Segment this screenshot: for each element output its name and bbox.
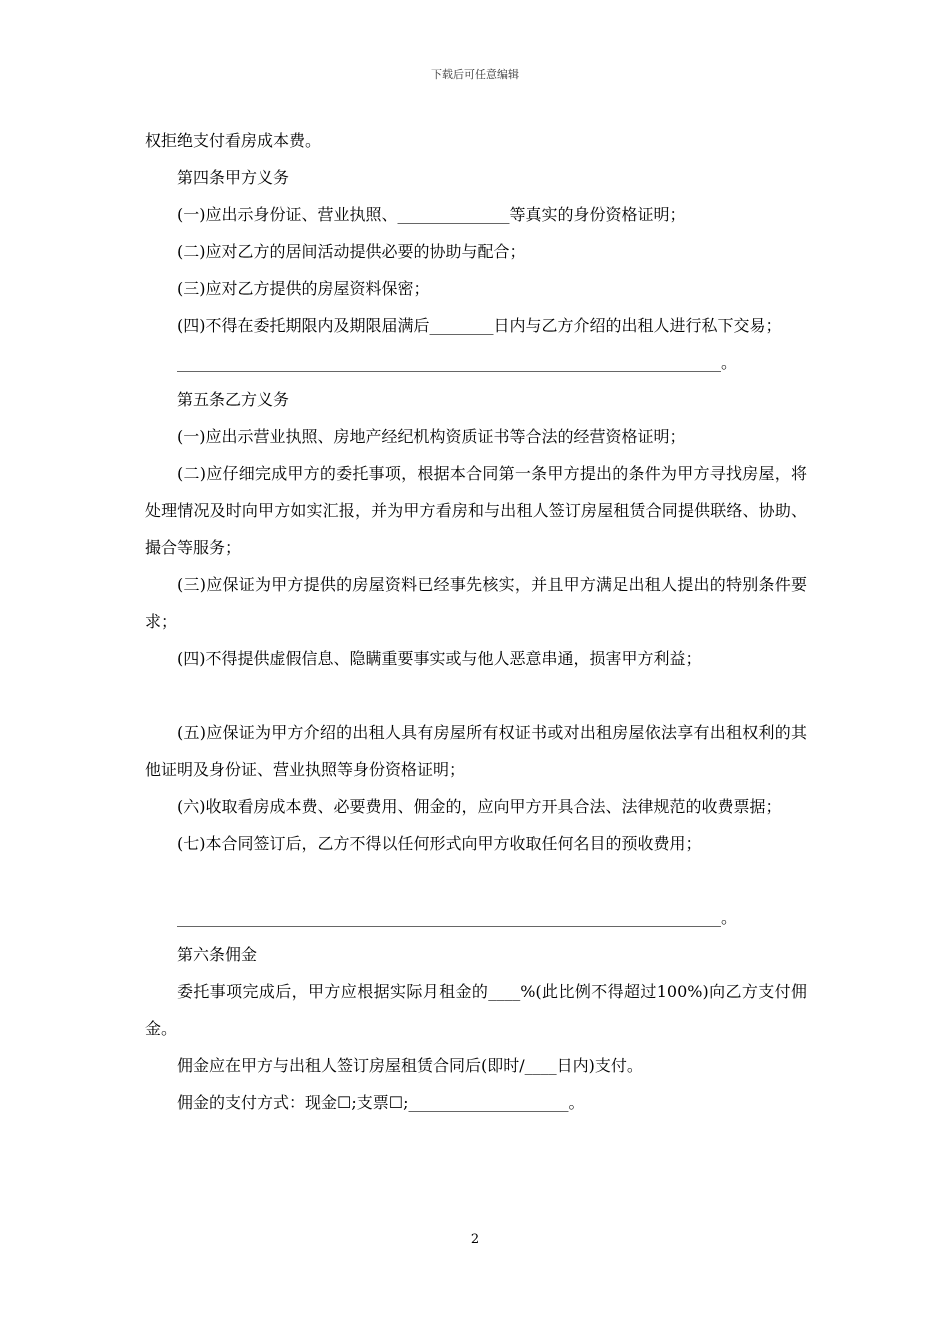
article-5-item-3: (三)应保证为甲方提供的房屋资料已经事先核实，并且甲方满足出租人提出的特别条件要求； xyxy=(145,575,807,631)
article-4-item-1: (一)应出示身份证、营业执照、______________等真实的身份资格证明； xyxy=(177,205,686,224)
spacer xyxy=(145,677,807,714)
article-4-heading: 第四条甲方义务 xyxy=(177,168,290,187)
article-4-item-2: (二)应对乙方的居间活动提供必要的协助与配合； xyxy=(177,242,526,261)
article-6-payment-time: 佣金应在甲方与出租人签订房屋租赁合同后(即时/____日内)支付。 xyxy=(177,1056,643,1075)
article-5-item-7: (七)本合同签订后，乙方不得以任何形式向甲方收取任何名目的预收费用； xyxy=(177,834,702,853)
article-4-item-3: (三)应对乙方提供的房屋资料保密； xyxy=(177,279,430,298)
article-4-item-4: (四)不得在委托期限内及期限届满后________日内与乙方介绍的出租人进行私下交易； xyxy=(177,316,782,335)
article-4-blank-line: ____________________________________________________________________。 xyxy=(177,353,737,372)
document-body xyxy=(145,122,807,1121)
article-5-item-1: (一)应出示营业执照、房地产经纪机构资质证书等合法的经营资格证明； xyxy=(177,427,686,446)
article-6-commission-rate: 委托事项完成后，甲方应根据实际月租金的____%(此比例不得超过100%)向乙方支付佣金。 xyxy=(145,982,807,1038)
page-header: 下载后可任意编辑 xyxy=(431,68,519,81)
paragraph-continuation: 权拒绝支付看房成本费。 xyxy=(145,131,322,150)
article-5-blank-line: ____________________________________________________________________。 xyxy=(177,908,737,927)
article-5-item-2: (二)应仔细完成甲方的委托事项，根据本合同第一条甲方提出的条件为甲方寻找房屋，将处理情况及时向甲方如实汇报，并为甲方看房和与出租人签订房屋租赁合同提供联络、协助、撮合等服务； xyxy=(145,464,807,557)
article-5-item-4: (四)不得提供虚假信息、隐瞒重要事实或与他人恶意串通，损害甲方利益； xyxy=(177,649,702,668)
article-6-payment-method: 佣金的支付方式：现金☐;支票☐;____________________。 xyxy=(177,1093,585,1112)
article-5-item-6: (六)收取看房成本费、必要费用、佣金的，应向甲方开具合法、法律规范的收费票据； xyxy=(177,797,782,816)
article-6-heading: 第六条佣金 xyxy=(177,945,258,964)
article-5-heading: 第五条乙方义务 xyxy=(177,390,290,409)
page-number: 2 xyxy=(470,1232,480,1247)
article-5-item-5: (五)应保证为甲方介绍的出租人具有房屋所有权证书或对出租房屋依法享有出租权利的其他证明及身份证、营业执照等身份资格证明； xyxy=(145,723,807,779)
spacer xyxy=(145,862,807,899)
